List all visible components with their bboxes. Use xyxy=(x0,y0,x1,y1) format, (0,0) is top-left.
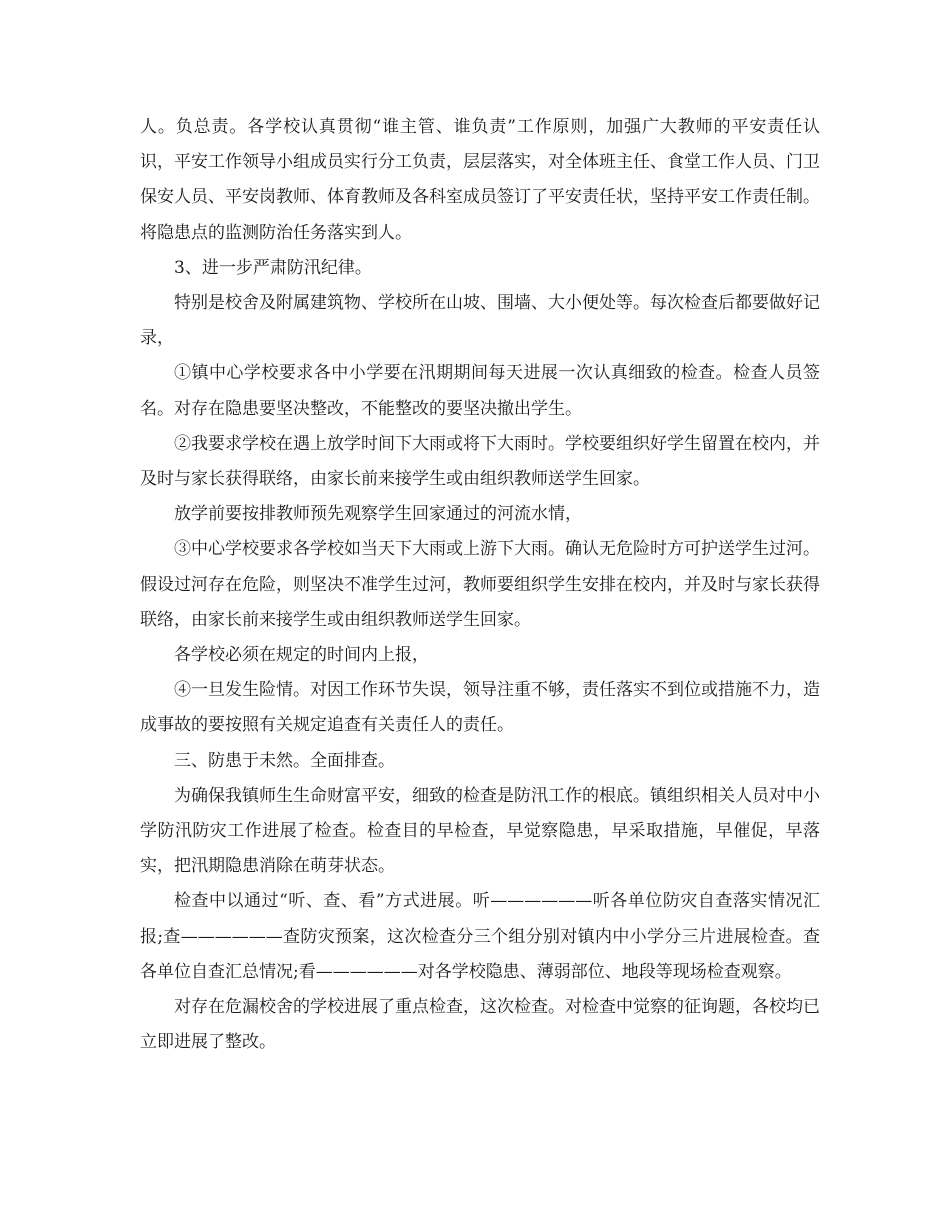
paragraph: 放学前要按排教师预先观察学生回家通过的河流水情， xyxy=(174,504,582,525)
paragraph: ②我要求学校在遇上放学时间下大雨或将下大雨时。学校要组织好学生留置在校内，并及时与家长获得联络，由家长前来接学生或由组织教师送学生回家。 xyxy=(140,433,820,490)
paragraph: 三、防患于未然。全面排查。 xyxy=(174,750,395,771)
paragraph: 为确保我镇师生生命财富平安，细致的检查是防汛工作的根底。镇组织相关人员对中小学防汛防灾工作进展了检查。检查目的早检查，早觉察隐患，早采取措施，早催促，早落实，把汛期隐患消除在萌芽状态。 xyxy=(140,785,820,877)
paragraph: ④一旦发生险情。对因工作环节失误，领导注重不够，责任落实不到位或措施不力，造成事故的要按照有关规定追查有关责任人的责任。 xyxy=(140,680,820,736)
paragraph: 特别是校舍及附属建筑物、学校所在山坡、围墙、大小便处等。每次检查后都要做好记录， xyxy=(140,293,820,349)
paragraph: ③中心学校要求各学校如当天下大雨或上游下大雨。确认无危险时方可护送学生过河。假设过河存在危险，则坚决不准学生过河，教师要组织学生安排在校内，并及时与家长获得联络，由家长前来接学生或由组织教师送学生回家。 xyxy=(140,539,820,630)
paragraph: 检查中以通过“听、查、看”方式进展。听——————听各单位防灾自查落实情况汇报;查——————查防灾预案，这次检查分三个组分别对镇内中小学分三片进展检查。查各单位自查汇总情况;看——————对各学校隐患、薄弱部位、地段等现场检查观察。 xyxy=(140,891,820,982)
paragraph: 人。负总责。各学校认真贯彻“谁主管、谁负责”工作原则，加强广大教师的平安责任认识，平安工作领导小组成员实行分工负责，层层落实，对全体班主任、食堂工作人员、门卫保安人员、平安岗教师、体育教师及各科室成员签订了平安责任状，坚持平安工作责任制。将隐患点的监测防治任务落实到人。 xyxy=(140,117,820,243)
paragraph: ①镇中心学校要求各中小学要在汛期期间每天进展一次认真细致的检查。检查人员签名。对存在隐患要坚决整改，不能整改的要坚决撤出学生。 xyxy=(140,363,820,419)
paragraph: 对存在危漏校舍的学校进展了重点检查，这次检查。对检查中觉察的征询题，各校均已立即进展了整改。 xyxy=(140,997,820,1053)
paragraph: 各学校必须在规定的时间内上报， xyxy=(174,645,429,666)
document-body xyxy=(140,110,820,1060)
paragraph: 3、进一步严肃防汛纪律。 xyxy=(174,257,372,278)
